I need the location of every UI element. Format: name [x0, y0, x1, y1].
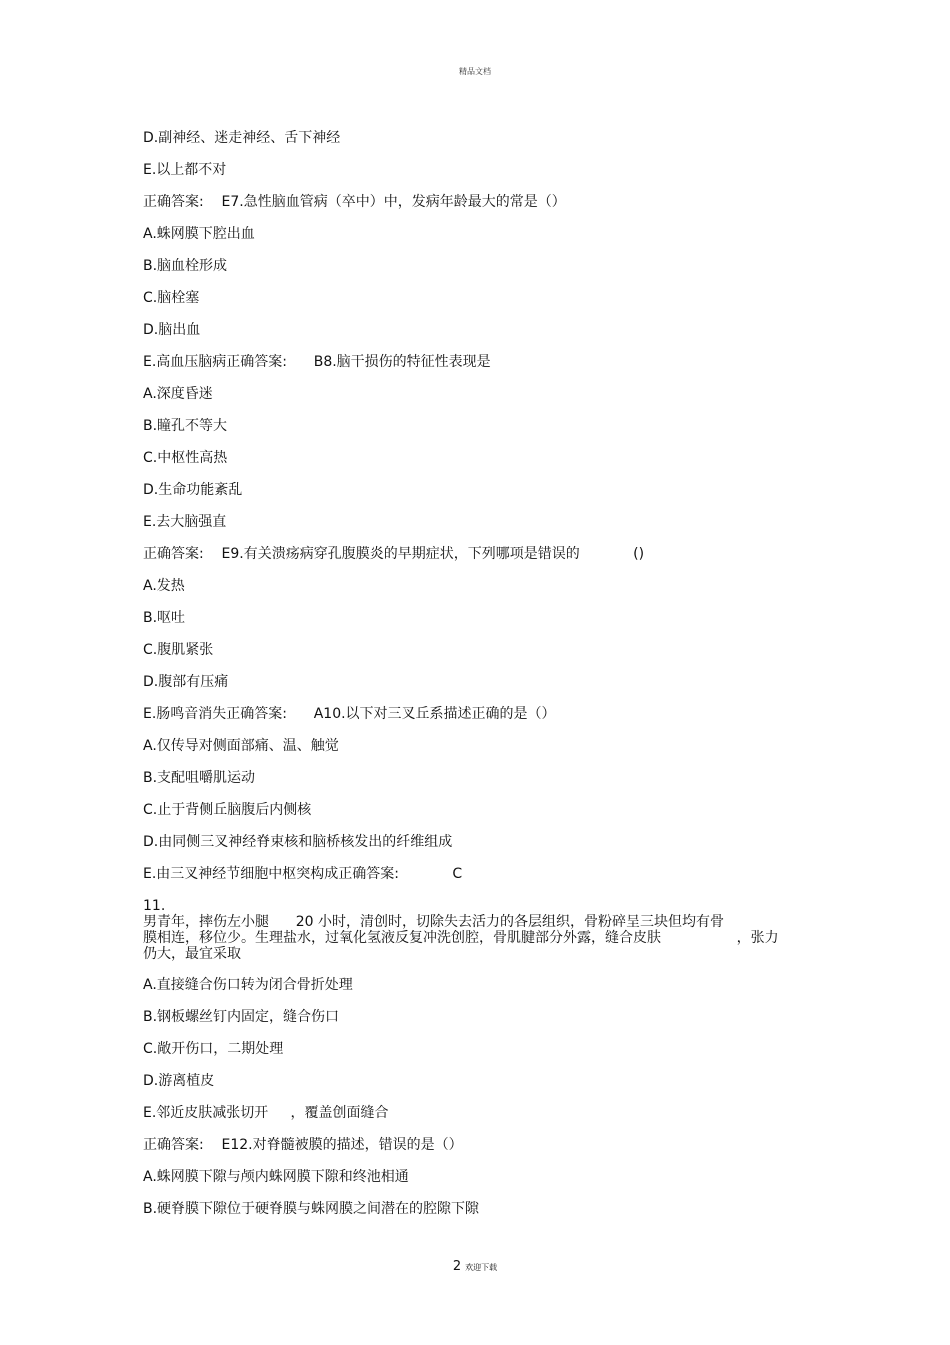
page-footer — [0, 1259, 950, 1274]
text-line: 正确答案: E7.急性脑血管病（卒中）中，发病年龄最大的常是（） — [143, 194, 566, 210]
page-number: 2 — [452, 1259, 462, 1274]
paragraph-row: 仍大，最宜采取 — [143, 946, 241, 962]
text-line: A.仅传导对侧面部痛、温、触觉 — [143, 738, 339, 754]
text-line: A.蛛网膜下腔出血 — [143, 226, 255, 242]
paragraph-row: 男青年，摔伤左小腿 20 小时，清创时，切除失去活力的各层组织，骨粉碎呈三块但均有骨 — [143, 914, 724, 930]
text-line: A.蛛网膜下隙与颅内蛛网膜下隙和终池相通 — [143, 1169, 409, 1185]
text-line: B.脑血栓形成 — [143, 258, 228, 274]
paragraph-row: 膜相连，移位少。生理盐水，过氧化氢液反复冲洗创腔，骨肌腱部分外露，缝合皮肤 ，张力 — [143, 930, 779, 946]
text-line: E.高血压脑病正确答案: B8.脑干损伤的特征性表现是 — [143, 354, 491, 370]
text-line: B.瞳孔不等大 — [143, 418, 228, 434]
text-line: E.由三叉神经节细胞中枢突构成正确答案: C — [143, 866, 463, 882]
text-line: E.去大脑强直 — [143, 514, 227, 530]
text-line: E.肠鸣音消失正确答案: A10.以下对三叉丘系描述正确的是（） — [143, 706, 556, 722]
text-line: 正确答案: E9.有关溃疡病穿孔腹膜炎的早期症状，下列哪项是错误的 () — [143, 546, 645, 562]
text-line: C.敞开伤口，二期处理 — [143, 1041, 284, 1057]
page-header: 精品文档 — [459, 67, 491, 76]
text-line: D.副神经、迷走神经、舌下神经 — [143, 130, 341, 146]
text-line: B.支配咀嚼肌运动 — [143, 770, 256, 786]
text-line: E.以上都不对 — [143, 162, 227, 178]
text-line: A.发热 — [143, 578, 185, 594]
text-line: D.脑出血 — [143, 322, 201, 338]
text-line: D.腹部有压痛 — [143, 674, 229, 690]
text-line: C.止于背侧丘脑腹后内侧核 — [143, 802, 312, 818]
text-line: C.腹肌紧张 — [143, 642, 214, 658]
text-line: B.呕吐 — [143, 610, 186, 626]
text-line: C.脑栓塞 — [143, 290, 200, 306]
text-line: B.钢板螺丝钉内固定，缝合伤口 — [143, 1009, 340, 1025]
text-line: B.硬脊膜下隙位于硬脊膜与蛛网膜之间潜在的腔隙下隙 — [143, 1201, 480, 1217]
text-line: D.生命功能紊乱 — [143, 482, 243, 498]
text-line: D.游离植皮 — [143, 1073, 215, 1089]
text-line: 正确答案: E12.对脊髓被膜的描述，错误的是（） — [143, 1137, 463, 1153]
question-number: 11. — [143, 898, 166, 914]
question-11-paragraph — [143, 898, 808, 962]
text-line: A.深度昏迷 — [143, 386, 213, 402]
footer-text: 欢迎下载 — [465, 1263, 498, 1272]
text-line: D.由同侧三叉神经脊束核和脑桥核发出的纤维组成 — [143, 834, 453, 850]
text-line: A.直接缝合伤口转为闭合骨折处理 — [143, 977, 353, 993]
text-line: E.邻近皮肤减张切开 ，覆盖创面缝合 — [143, 1105, 389, 1121]
text-line: C.中枢性高热 — [143, 450, 228, 466]
